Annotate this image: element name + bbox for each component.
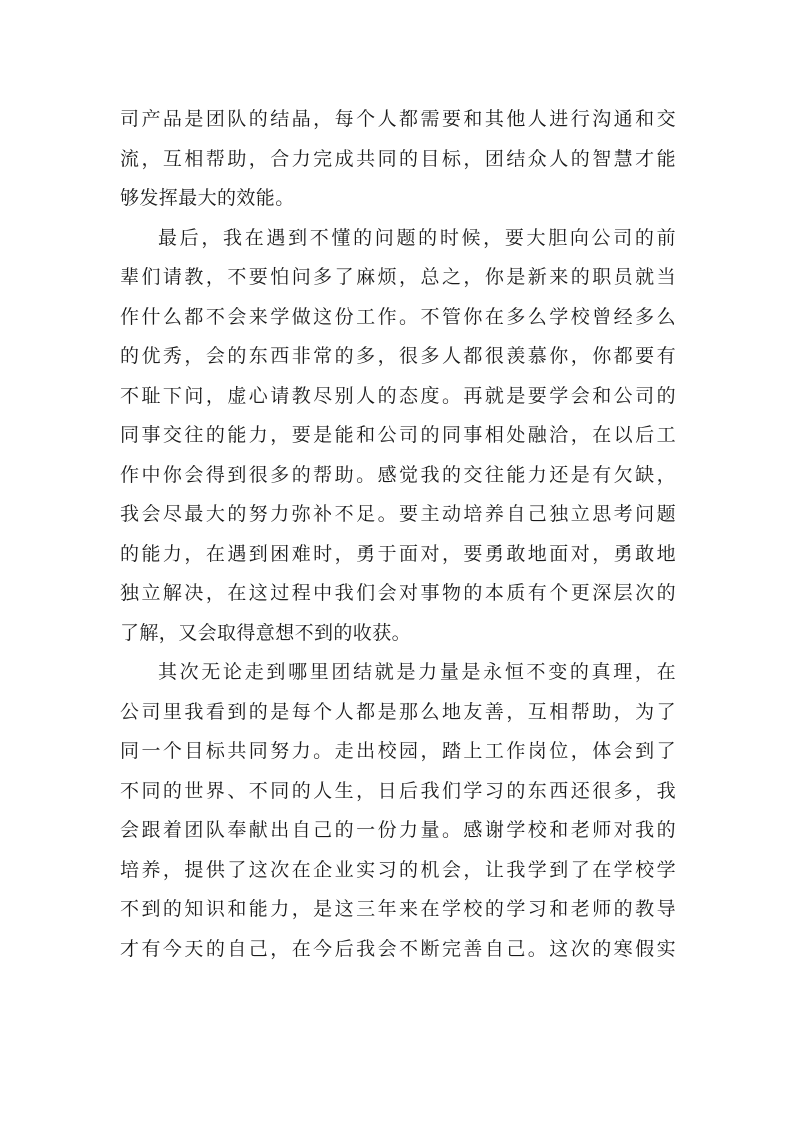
paragraph-1-line-1: 司产品是团队的结晶，每个人都需要和其他人进行沟通和交 — [120, 108, 676, 130]
paragraph-2-line-10: 独立解决，在这过程中我们会对事物的本质有个更深层次的 — [120, 582, 676, 604]
paragraph-3-line-2: 公司里我看到的是每个人都是那么地友善，互相帮助，为了 — [120, 700, 676, 723]
paragraph-2-line-1: 最后，我在遇到不懂的问题的时候，要大胆向公司的前 — [158, 226, 676, 249]
paragraph-3-line-3: 同一个目标共同努力。走出校园，踏上工作岗位，体会到了 — [120, 740, 676, 762]
paragraph-1-line-2: 流，互相帮助，合力完成共同的目标，团结众人的智慧才能 — [120, 147, 676, 170]
paragraph-2-line-4: 的优秀，会的东西非常的多，很多人都很羡慕你，你都要有 — [120, 345, 676, 367]
document-body — [120, 100, 676, 969]
paragraph-2-line-9: 的能力，在遇到困难时，勇于面对，要勇敢地面对，勇敢地 — [120, 542, 676, 565]
paragraph-2-line-3: 作什么都不会来学做这份工作。不管你在多么学校曾经多么 — [120, 305, 676, 328]
paragraph-2-line-11: 了解，又会取得意想不到的收获。 — [120, 621, 412, 644]
paragraph-2-line-6: 同事交往的能力，要是能和公司的同事相处融洽，在以后工 — [120, 424, 676, 446]
paragraph-3-line-4: 不同的世界、不同的人生，日后我们学习的东西还很多，我 — [120, 779, 676, 802]
paragraph-2-line-8: 我会尽最大的努力弥补不足。要主动培养自己独立思考问题 — [120, 503, 676, 525]
paragraph-2-line-2: 辈们请教，不要怕问多了麻烦，总之，你是新来的职员就当 — [120, 266, 676, 288]
paragraph-2-line-5: 不耻下问，虚心请教尽别人的态度。再就是要学会和公司的 — [120, 384, 676, 407]
paragraph-1-line-3: 够发挥最大的效能。 — [120, 187, 295, 209]
paragraph-3-line-6: 培养，提供了这次在企业实习的机会，让我学到了在学校学 — [120, 858, 676, 881]
paragraph-2-line-7: 作中你会得到很多的帮助。感觉我的交往能力还是有欠缺， — [120, 463, 676, 486]
paragraph-3-line-5: 会跟着团队奉献出自己的一份力量。感谢学校和老师对我的 — [120, 819, 676, 841]
paragraph-3-line-7: 不到的知识和能力，是这三年来在学校的学习和老师的教导 — [120, 898, 676, 920]
paragraph-3-line-1: 其次无论走到哪里团结就是力量是永恒不变的真理，在 — [158, 661, 676, 683]
paragraph-3-line-8: 才有今天的自己，在今后我会不断完善自己。这次的寒假实 — [120, 937, 676, 960]
